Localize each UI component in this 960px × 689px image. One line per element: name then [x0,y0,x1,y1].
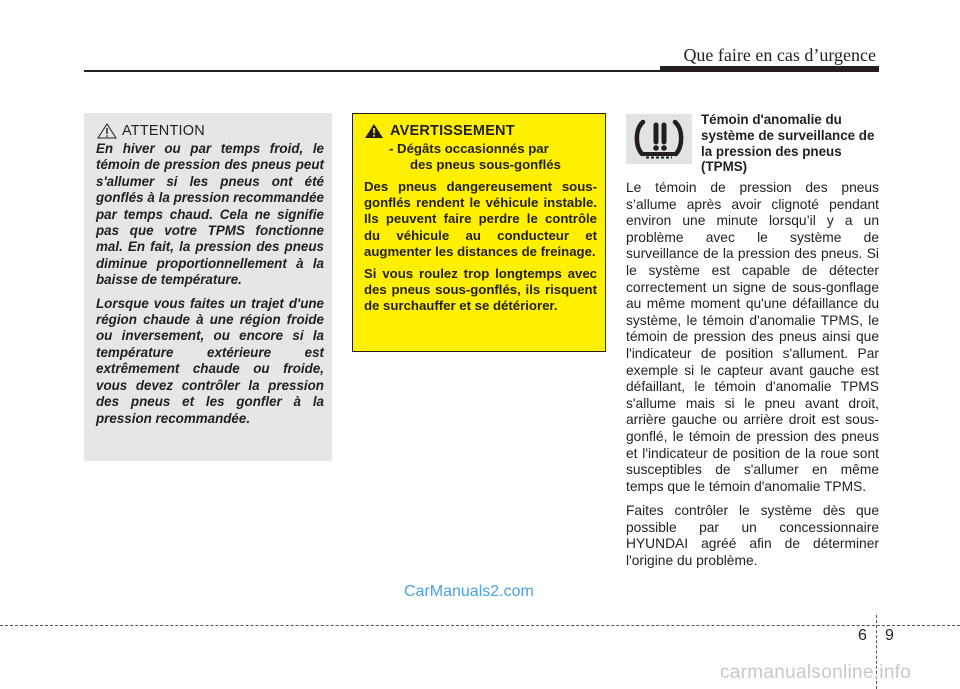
warning-paragraph: Si vous roulez trop longtemps avec des pneus sous-gonflés, ils risquent de surchauffer et se détériorer. [364,266,597,314]
attention-paragraph: Lorsque vous faites un trajet d'une région chaude à une région froide ou inversement, ou encore si la température extérieure est extrêmement chaude ou froide, vous devez contrôler la pression des pneus et les gonfler à la pression recommandée. [96,295,324,426]
chapter-number: 6 [858,627,867,644]
warning-paragraph: Des pneus dangereusement sous-gonflés rendent le véhicule instable. Ils peuvent faire perdre le contrôle du véhicule au conducteur et augmenter les distances de freinage. [364,179,597,259]
tpms-paragraph: Le témoin de pression des pneus s’allume après avoir clignoté pendant environ une minute lorsqu’il y a un problème avec le système de surveillance de la pression des pneus. Si le système est capable de détecter correctement un signe de sous-gonflage au même moment qu'une défaillance du système, le témoin d'anomalie TPMS, le témoin de pression des pneus ainsi que l'indicateur de position s'allument. Par exemple si le capteur avant gauche est défaillant, le témoin d'anomalie TPMS s'allume mais si le pneu avant droit, arrière gauche ou arrière droit est sous-gonflé, le témoin de pression des pneus et l'indicateur de position de la roue sont susceptibles de s'allumer en même temps que le témoin d'anomalie TPMS. [626,180,879,494]
bottom-watermark-text: carmanualsonline.info [720,662,912,683]
attention-box [84,113,332,461]
watermark-text: CarManuals2.com [404,583,534,600]
attention-title: ATTENTION [122,123,205,139]
attention-paragraph: En hiver ou par temps froid, le témoin de pression des pneus peut s'allumer si les pneus ont été gonflés à la pression recommandée par temps chaud. Cela ne signifie pas que votre TPMS fonctionne mal. En fait, la pression des pneus diminue proportionnellement à la baisse de température. [96,141,324,288]
tpms-paragraph: Faites contrôler le système dès que possible par un concessionnaire HYUNDAI agréé afin de déterminer l'origine du problème. [626,503,879,569]
footer-rule [0,625,960,626]
warning-box [352,113,606,352]
caution-triangle-icon [96,123,118,139]
tpms-body [626,180,879,578]
warning-subtitle [364,141,597,173]
tpms-heading: Témoin d'anomalie du système de surveillance de la pression des pneus (TPMS) [701,112,875,175]
page-number: 9 [885,627,894,644]
warning-subtitle-line: - Dégâts occasionnés par [389,141,549,156]
tpms-warning-icon [626,114,692,164]
warning-triangle-icon [364,123,384,139]
warning-subtitle-line: des pneus sous-gonflés [410,157,561,172]
header-rule-accent [660,66,879,72]
warning-title: AVERTISSEMENT [390,123,515,139]
page-header-title: Que faire en cas d’urgence [683,45,876,65]
